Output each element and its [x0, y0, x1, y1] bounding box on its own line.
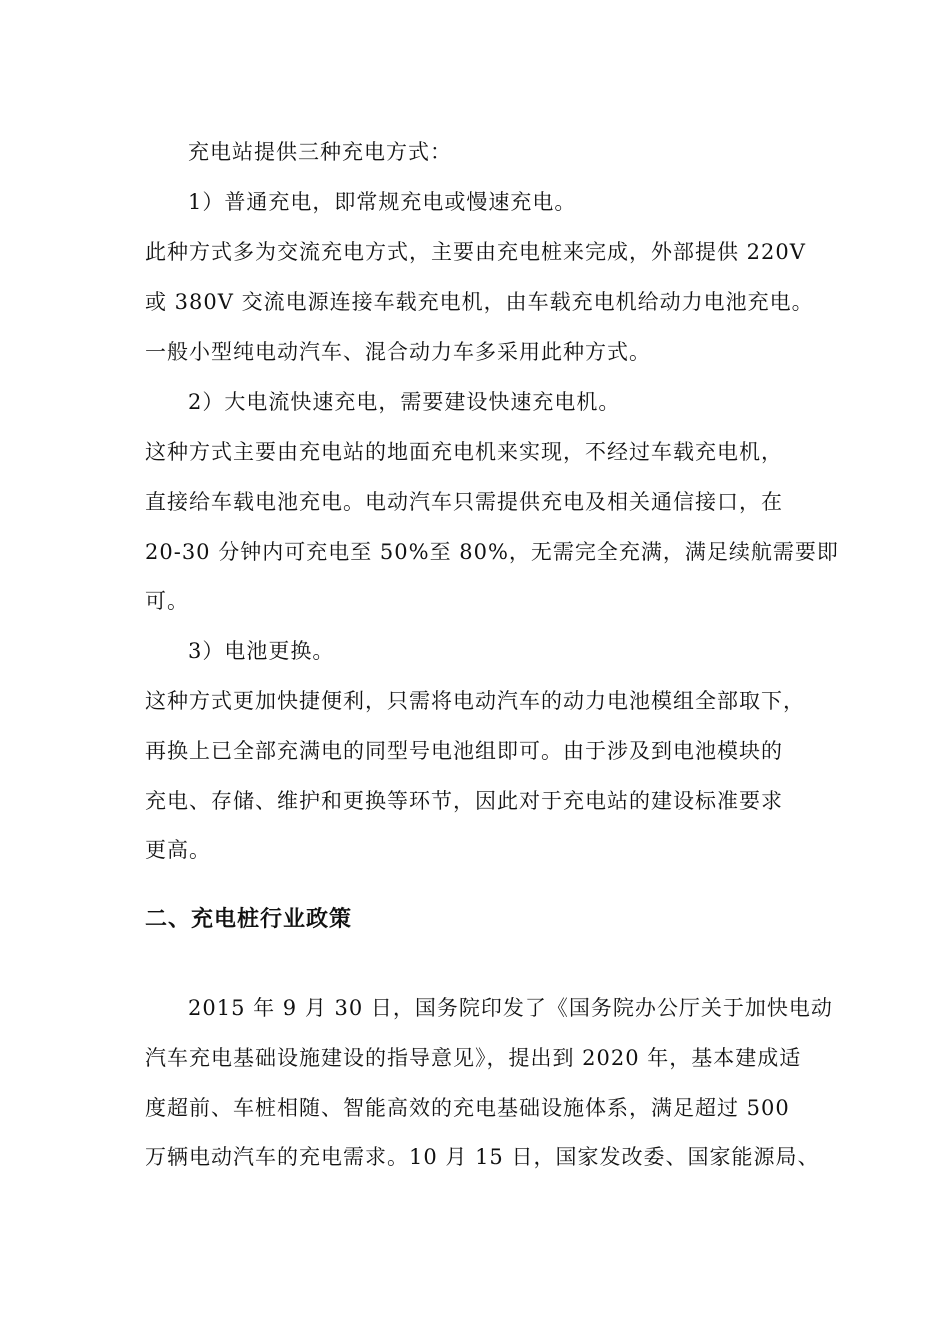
- method3-line-4: 更高。: [145, 838, 211, 862]
- policy-line-4: 万辆电动汽车的充电需求。10 月 15 日，国家发改委、国家能源局、: [145, 1145, 820, 1169]
- method3-line-2: 再换上已全部充满电的同型号电池组即可。由于涉及到电池模块的: [145, 739, 783, 763]
- method2-title: 2）大电流快速充电，需要建设快速充电机。: [188, 390, 621, 414]
- method1-line-3: 一般小型纯电动汽车、混合动力车多采用此种方式。: [145, 340, 651, 364]
- method3-title: 3）电池更换。: [188, 639, 335, 663]
- method1-line-2: 或 380V 交流电源连接车载充电机，由车载充电机给动力电池充电。: [145, 290, 814, 314]
- method1-line-1: 此种方式多为交流充电方式，主要由充电桩来完成，外部提供 220V: [145, 240, 806, 264]
- method2-line-2: 直接给车载电池充电。电动汽车只需提供充电及相关通信接口，在: [145, 490, 783, 514]
- method2-line-3: 20-30 分钟内可充电至 50%至 80%，无需完全充满，满足续航需要即: [145, 540, 839, 564]
- method3-line-3: 充电、存储、维护和更换等环节，因此对于充电站的建设标准要求: [145, 789, 783, 813]
- method2-line-1: 这种方式主要由充电站的地面充电机来实现，不经过车载充电机，: [145, 440, 783, 464]
- method3-line-1: 这种方式更加快捷便利，只需将电动汽车的动力电池模组全部取下，: [145, 689, 805, 713]
- section-heading: 二、充电桩行业政策: [145, 907, 353, 932]
- policy-line-3: 度超前、车桩相随、智能高效的充电基础设施体系，满足超过 500: [145, 1096, 790, 1120]
- method2-line-4: 可。: [145, 589, 189, 613]
- policy-line-1: 2015 年 9 月 30 日，国务院印发了《国务院办公厅关于加快电动: [188, 996, 833, 1020]
- intro-paragraph: 充电站提供三种充电方式：: [188, 140, 452, 164]
- method1-title: 1）普通充电，即常规充电或慢速充电。: [188, 190, 577, 214]
- policy-line-2: 汽车充电基础设施建设的指导意见》，提出到 2020 年，基本建成适: [145, 1046, 802, 1070]
